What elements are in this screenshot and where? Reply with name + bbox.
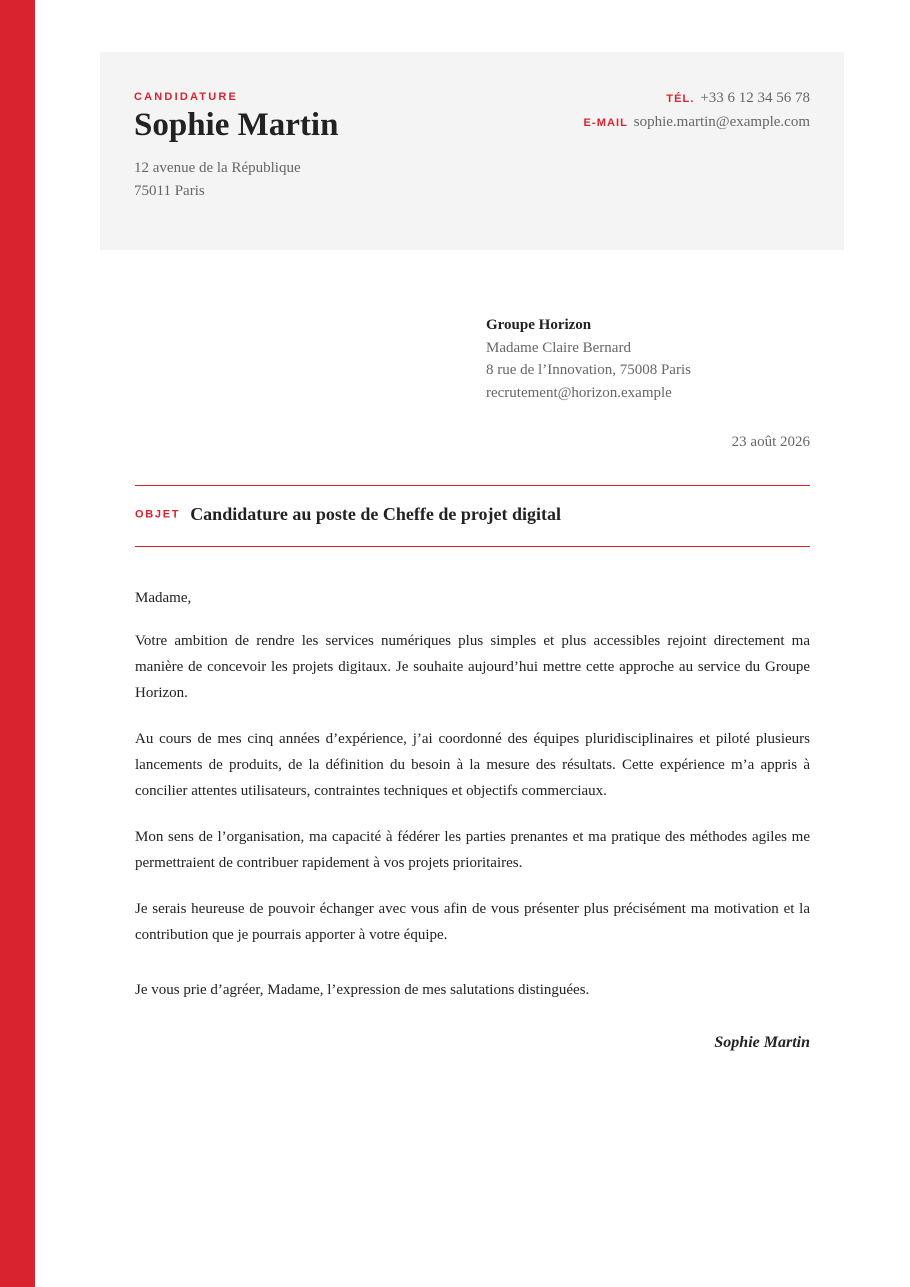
sender-header [100,52,844,250]
accent-side-bar [0,0,35,1287]
sender-address-line1: 12 avenue de la République [134,160,301,176]
salutation: Madame, [135,590,192,606]
subject-line [135,504,561,530]
recipient-contact: Madame Claire Bernard [486,339,631,356]
recipient-address: 8 rue de l’Innovation, 75008 Paris [486,362,691,379]
subject-text: Candidature au poste de Cheffe de projet digital [190,504,562,524]
subject-top-rule [135,485,810,486]
phone-line [584,87,811,111]
email-value: sophie.martin@example.com [633,114,810,130]
recipient-company: Groupe Horizon [486,317,592,333]
phone-value: +33 6 12 34 56 78 [700,90,810,106]
sender-contact [584,87,811,135]
phone-label: TÉL. [666,93,695,105]
header-kicker: CANDIDATURE [134,91,239,103]
closing-formula: Je vous prie d’agréer, Madame, l’expression de mes salutations distinguées. [135,982,590,998]
body-paragraph: Mon sens de l’organisation, ma capacité à fédérer les parties prenantes et ma pratique des méthodes agiles me permettraient de contribuer rapidement à vos projets prioritaires. [135,829,810,871]
letter-date: 23 août 2026 [731,434,810,450]
body-paragraph: Votre ambition de rendre les services numériques plus simples et plus accessibles rejoint directement ma manière de concevoir les projets digitaux. Je souhaite aujourd’hui mettre cette approche au service du Groupe Horizon. [135,633,810,701]
body-paragraph: Au cours de mes cinq années d’expérience, j’ai coordonné des équipes pluridisciplinaires et piloté plusieurs lancements de produits, de la définition du besoin à la mesure des résultats. Cette expérience m’a appris à concilier attentes utilisateurs, contraintes techniques et objectifs commerciaux. [135,731,810,799]
sender-name: Sophie Martin [134,107,339,143]
recipient-block [486,314,691,404]
letter-body [135,585,810,1023]
sender-address-line2: 75011 Paris [134,183,205,199]
subject-label: OBJET [135,508,181,521]
subject-bottom-rule [135,546,810,547]
sender-address [134,157,301,203]
email-label: E-MAIL [583,117,628,129]
signature: Sophie Martin [714,1034,810,1051]
body-paragraph: Je serais heureuse de pouvoir échanger avec vous afin de vous présenter plus précisément ma motivation et la contribution que je pourrais apporter à votre équipe. [135,901,810,943]
recipient-email: recrutement@horizon.example [486,384,672,401]
email-line [584,111,811,135]
